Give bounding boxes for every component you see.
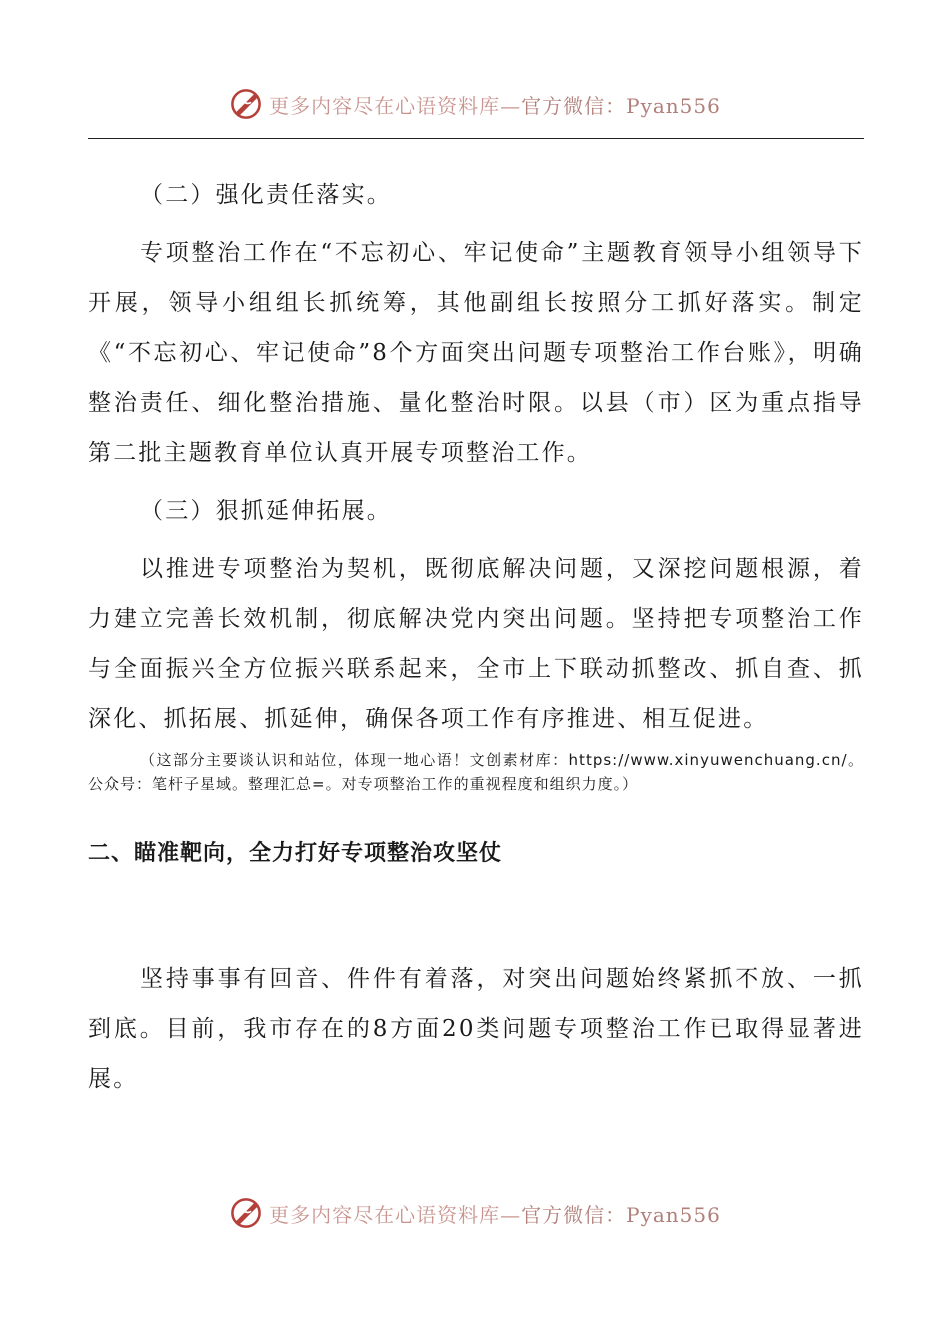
section-heading-3: （三）狠抓延伸拓展。 [140,498,392,524]
header-divider [88,138,864,139]
pen-logo-icon [229,1196,263,1230]
banner-text: 更多内容尽在心语资料库— [269,93,522,118]
banner-wechat: 官方微信：Pyan556 [521,1202,721,1227]
section-body-2: 专项整治工作在“不忘初心、牢记使命”主题教育领导小组领导下开展，领导小组组长抓统筹，其他副组长按照分工抓好落实。制定《“不忘初心、牢记使命”8个方面突出问题专项整治工作台账》，明确整治责任、细化整治措施、量化整治时限。以县（市）区为重点指导第二批主题教育单位认真开展专项整治工作。 [88,240,864,466]
document-body [88,170,864,1104]
section-body-3: 以推进专项整治为契机，既彻底解决问题，又深挖问题根源，着力建立完善长效机制，彻底解决党内突出问题。坚持把专项整治工作与全面振兴全方位振兴联系起来，全市上下联动抓整改、抓自查、抓深化、抓拓展、抓延伸，确保各项工作有序推进、相互促进。 [88,556,864,732]
section-heading-2: （二）强化责任落实。 [140,182,392,208]
part-two-title: 二、瞄准靶向，全力打好专项整治攻坚仗 [88,841,503,866]
footer-banner [0,1193,950,1233]
pen-logo-icon [229,87,263,121]
header-banner [0,84,950,124]
editor-note: （这部分主要谈认识和站位，体现一地心语！文创素材库：https://www.xinyuwenchuang.cn/。公众号：笔杆子星域。整理汇总=。对专项整治工作的重视程度和组织力度。） [88,751,864,793]
part-two-body: 坚持事事有回音、件件有着落，对突出问题始终紧抓不放、一抓到底。目前，我市存在的8方面20类问题专项整治工作已取得显著进展。 [88,966,864,1092]
banner-wechat: 官方微信：Pyan556 [521,93,721,118]
banner-text: 更多内容尽在心语资料库— [269,1202,522,1227]
